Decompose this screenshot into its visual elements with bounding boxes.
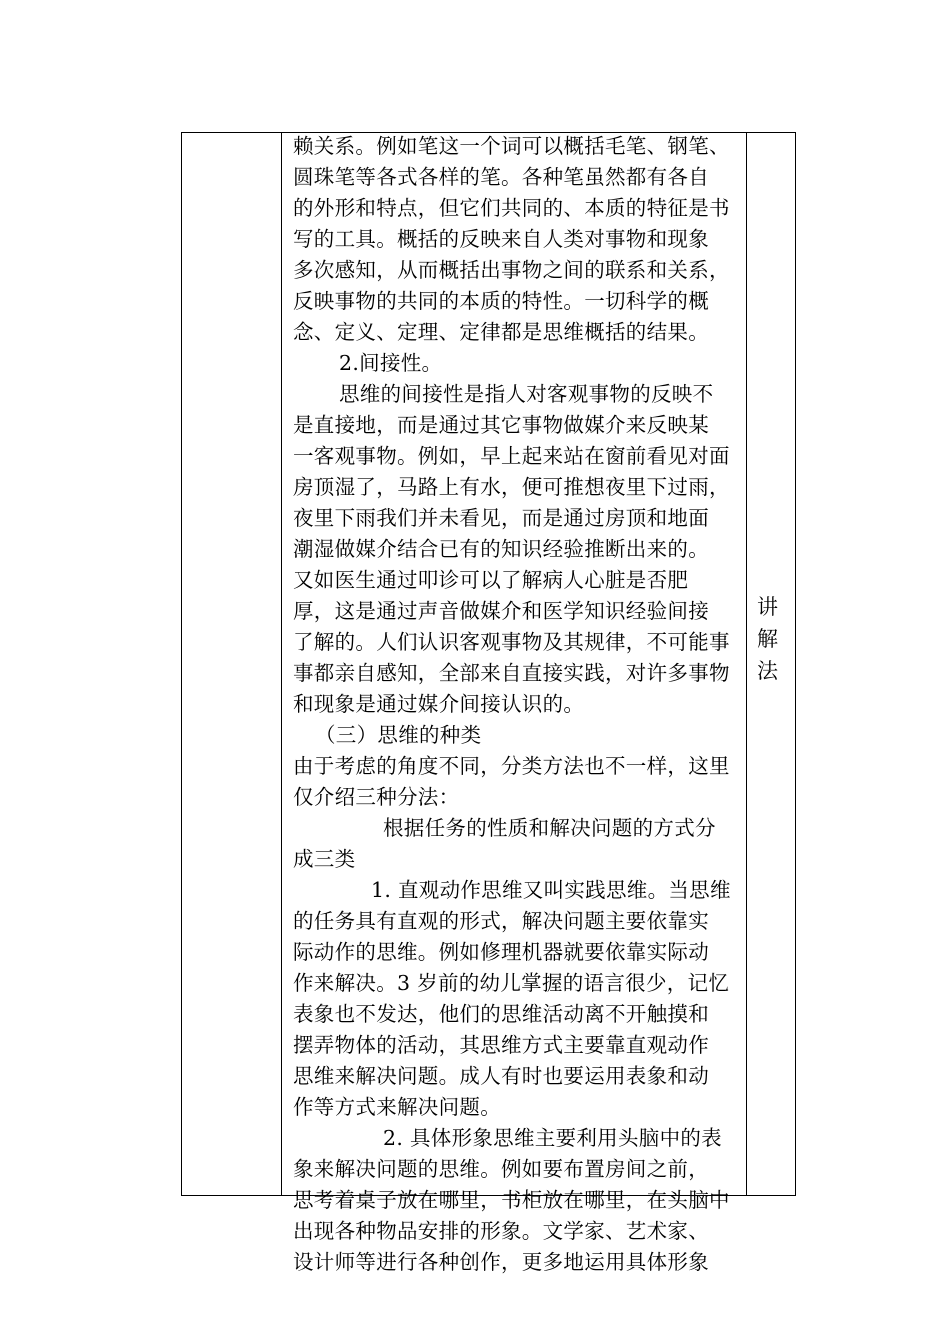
text-line: 和现象是通过媒介间接认识的。 bbox=[293, 692, 585, 716]
text-line: 一客观事物。例如，早上起来站在窗前看见对面 bbox=[293, 444, 730, 468]
text-line: （三）思维的种类 bbox=[315, 723, 482, 747]
text-line: 的任务具有直观的形式，解决问题主要依靠实 bbox=[293, 909, 709, 933]
text-line: 1. 直观动作思维又叫实践思维。当思维 bbox=[371, 878, 731, 902]
left-column-cell bbox=[182, 133, 282, 1195]
text-line: 出现各种物品安排的形象。文学家、艺术家、 bbox=[293, 1219, 709, 1243]
text-line: 作等方式来解决问题。 bbox=[293, 1095, 501, 1119]
text-line: 摆弄物体的活动，其思维方式主要靠直观动作 bbox=[293, 1033, 709, 1057]
lesson-plan-table bbox=[181, 132, 796, 1274]
text-line: 根据任务的性质和解决问题的方式分 bbox=[383, 816, 716, 840]
content-cell bbox=[282, 133, 747, 1274]
text-line: 事都亲自感知，全部来自直接实践，对许多事物 bbox=[293, 661, 730, 685]
text-line: 的外形和特点，但它们共同的、本质的特征是书 bbox=[293, 196, 730, 220]
text-line: 思考着桌子放在哪里，书柜放在哪里，在头脑中 bbox=[293, 1188, 730, 1212]
text-line: 思维来解决问题。成人有时也要运用表象和动 bbox=[293, 1064, 709, 1088]
text-line: 思维的间接性是指人对客观事物的反映不 bbox=[339, 382, 714, 406]
text-line: 了解的。人们认识客观事物及其规律，不可能事 bbox=[293, 630, 730, 654]
text-line: 圆珠笔等各式各样的笔。各种笔虽然都有各自 bbox=[293, 165, 709, 189]
text-line: 反映事物的共同的本质的特性。一切科学的概 bbox=[293, 289, 709, 313]
text-line: 写的工具。概括的反映来自人类对事物和现象 bbox=[293, 227, 709, 251]
text-line: 多次感知，从而概括出事物之间的联系和关系， bbox=[293, 258, 730, 282]
text-line: 又如医生通过叩诊可以了解病人心脏是否肥 bbox=[293, 568, 689, 592]
text-line: 作来解决。3 岁前的幼儿掌握的语言很少，记忆 bbox=[293, 971, 730, 995]
text-line: 仅介绍三种分法： bbox=[293, 785, 460, 809]
text-line: 2. 具体形象思维主要利用头脑中的表 bbox=[383, 1126, 722, 1150]
text-line: 赖关系。例如笔这一个词可以概括毛笔、钢笔、 bbox=[293, 134, 730, 158]
text-line: 际动作的思维。例如修理机器就要依靠实际动 bbox=[293, 940, 709, 964]
text-line: 设计师等进行各种创作，更多地运用具体形象 bbox=[293, 1250, 709, 1274]
text-line: 念、定义、定理、定律都是思维概括的结果。 bbox=[293, 320, 709, 344]
text-line: 房顶湿了，马路上有水，便可推想夜里下过雨， bbox=[293, 475, 730, 499]
method-char: 法 bbox=[757, 659, 778, 683]
text-line: 成三类 bbox=[293, 847, 356, 871]
text-line: 2.间接性。 bbox=[339, 351, 443, 375]
text-line: 厚，这是通过声音做媒介和医学知识经验间接 bbox=[293, 599, 709, 623]
method-char: 解 bbox=[757, 627, 778, 651]
method-cell bbox=[747, 133, 795, 1195]
text-line: 表象也不发达，他们的思维活动离不开触摸和 bbox=[293, 1002, 709, 1026]
text-line: 由于考虑的角度不同，分类方法也不一样，这里 bbox=[293, 754, 730, 778]
teaching-method-label bbox=[757, 591, 787, 687]
text-line: 夜里下雨我们并未看见，而是通过房顶和地面 bbox=[293, 506, 709, 530]
text-line: 是直接地，而是通过其它事物做媒介来反映某 bbox=[293, 413, 709, 437]
method-char: 讲 bbox=[757, 595, 778, 619]
text-line: 象来解决问题的思维。例如要布置房间之前， bbox=[293, 1157, 709, 1181]
text-line: 潮湿做媒介结合已有的知识经验推断出来的。 bbox=[293, 537, 709, 561]
